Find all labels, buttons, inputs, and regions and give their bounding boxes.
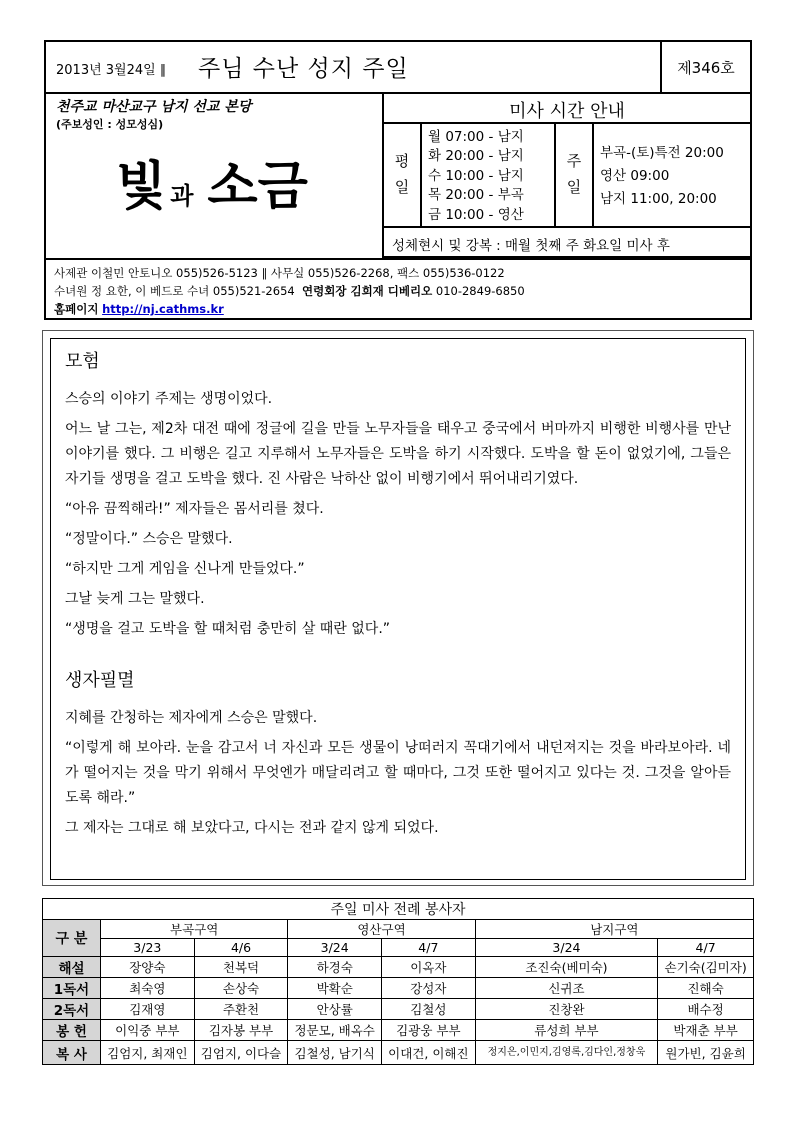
- bulletin-logo: [116, 144, 308, 219]
- table-cell: 진창완: [475, 999, 658, 1020]
- logo-word-light: 빛: [116, 157, 167, 217]
- logo-word-salt: 소금: [207, 157, 308, 217]
- date-header: 3/24: [475, 939, 658, 957]
- convent-contact: 수녀원 정 요한, 이 베드로 수녀 055)521-2654: [54, 284, 295, 298]
- mass-schedule-title: 미사 시간 안내: [384, 94, 750, 124]
- weekday-mass-item: 수 10:00 - 남지: [428, 167, 524, 184]
- weekday-label: [384, 124, 422, 226]
- table-row: [43, 1020, 754, 1041]
- district-header: 영산구역: [288, 920, 475, 939]
- table-cell: 안상률: [288, 999, 382, 1020]
- page-title: 주님 수난 성지 주일: [198, 56, 409, 82]
- homepage-line: [54, 300, 742, 318]
- parish-name: 천주교 마산교구 남지 선교 본당: [56, 99, 252, 115]
- table-cell: 김재영: [101, 999, 195, 1020]
- table-cell: 정지은,이민지,김영록,김다인,정창욱: [475, 1041, 658, 1065]
- issue-date: [56, 59, 166, 78]
- table-cell: 박확순: [288, 978, 382, 999]
- article: [50, 338, 746, 880]
- table-cell: 최숙영: [101, 978, 195, 999]
- article-heading: 생자필멸: [65, 670, 135, 691]
- date-header: 3/23: [101, 939, 195, 957]
- table-cell: 박재춘 부부: [658, 1020, 754, 1041]
- article-paragraph: 그날 늦게 그는 말했다.: [65, 591, 205, 607]
- article-paragraph: 어느 날 그는, 제2차 대전 때에 정글에 길을 만들 노무자들을 태우고 중국에서 버마까지 비행한 비행사를 만난 이야기를 했다. 그 비행은 길고 지루해서 노무자들은 도박을 하기 시작했다. 도박을 할 돈이 없었기에, 그들은 자기들 생명을 걸고 도박을 했다. 진 사람은 낙하산 없이 비행기에서 뛰어내리기였다.: [65, 421, 731, 487]
- table-row: [43, 1041, 754, 1065]
- table-cell: 이익중 부부: [101, 1020, 195, 1041]
- article-paragraph: 그 제자는 그대로 해 보았다고, 다시는 전과 같지 않게 되었다.: [65, 820, 439, 836]
- date-header: 4/6: [194, 939, 288, 957]
- date-header: 4/7: [658, 939, 754, 957]
- date-text: 2013년 3월24일: [56, 63, 156, 78]
- district-header: 남지구역: [475, 920, 753, 939]
- table-cell: 이옥자: [382, 957, 476, 978]
- role-label: 1독서: [43, 978, 101, 999]
- table-cell: 김철성: [382, 999, 476, 1020]
- table-cell: 천복덕: [194, 957, 288, 978]
- table-cell: 정문모, 배옥수: [288, 1020, 382, 1041]
- table-cell: 김엄지, 최재인: [101, 1041, 195, 1065]
- sunday-mass-list: [600, 142, 724, 211]
- patron-saint: (주보성인 : 성모성심): [56, 118, 164, 131]
- district-header: 부곡구역: [101, 920, 288, 939]
- article-paragraph: “아유 끔찍해라!” 제자들은 몸서리를 쳤다.: [65, 501, 324, 517]
- weekday-mass-list: [428, 128, 524, 225]
- table-cell: 김자봉 부부: [194, 1020, 288, 1041]
- table-cell: 하경숙: [288, 957, 382, 978]
- date-header: 3/24: [288, 939, 382, 957]
- table-row: [43, 957, 754, 978]
- adoration-notice: 성체현시 및 강복 : 매월 첫째 주 화요일 미사 후: [384, 228, 750, 258]
- table-cell: 김광웅 부부: [382, 1020, 476, 1041]
- funeral-society-contact: 연령회장 김희재 디베리오: [302, 284, 433, 298]
- funeral-society-phone: 010-2849-6850: [435, 284, 525, 298]
- weekday-mass-item: 목 20:00 - 부곡: [428, 187, 524, 204]
- article-paragraph: 스승의 이야기 주제는 생명이었다.: [65, 391, 273, 407]
- bulletin-header: [44, 40, 752, 320]
- category-header: 구 분: [43, 920, 101, 957]
- weekday-label-char: 일: [394, 178, 410, 196]
- table-cell: 김엄지, 이다슬: [194, 1041, 288, 1065]
- article-paragraph: “하지만 그게 게임을 신나게 만들었다.”: [65, 561, 305, 577]
- issue-box: [660, 42, 750, 92]
- date-separator: ∥: [159, 63, 167, 78]
- role-label: 해설: [43, 957, 101, 978]
- article-paragraph: “이렇게 해 보아라. 눈을 감고서 너 자신과 모든 생물이 낭떠러지 꼭대기에서 내던져지는 것을 바라보아라. 네가 떨어지는 것을 막기 위해서 무엇엔가 매달리려고 할 때마다, 그것 또한 떨어지고 있다는 것. 그것을 알아듣도록 해라.”: [65, 740, 731, 806]
- sunday-mass-item: 남지 11:00, 20:00: [600, 191, 717, 207]
- table-cell: 배수정: [658, 999, 754, 1020]
- weekday-mass-item: 금 10:00 - 영산: [428, 206, 524, 223]
- role-label: 봉 헌: [43, 1020, 101, 1041]
- sunday-label: [554, 124, 594, 226]
- weekday-mass-item: 월 07:00 - 남지: [428, 129, 524, 145]
- table-title: 주일 미사 전례 봉사자: [43, 899, 754, 920]
- title-row: [46, 42, 750, 94]
- table-cell: 조진숙(베미숙): [475, 957, 658, 978]
- contact-info: [46, 258, 750, 318]
- role-label: 복 사: [43, 1041, 101, 1065]
- article-paragraph: “생명을 걸고 도박을 할 때처럼 충만히 살 때란 없다.”: [65, 621, 391, 637]
- masthead: [46, 94, 384, 258]
- table-cell: 손기숙(김미자): [658, 957, 754, 978]
- sunday-mass-item: 부곡-(토)특전 20:00: [600, 145, 724, 161]
- contact-line: 사제관 이철민 안토니오 055)526-5123 ∥ 사무실 055)526-2268, 팩스 055)536-0122: [54, 266, 505, 280]
- table-cell: 신귀조: [475, 978, 658, 999]
- table-cell: 손상숙: [194, 978, 288, 999]
- date-header: 4/7: [382, 939, 476, 957]
- homepage-link[interactable]: http://nj.cathms.kr: [102, 302, 224, 316]
- article-heading: 모험: [65, 351, 100, 372]
- table-cell: 류성희 부부: [475, 1020, 658, 1041]
- table-cell: 주환천: [194, 999, 288, 1020]
- table-cell: 진해숙: [658, 978, 754, 999]
- table-row: [43, 999, 754, 1020]
- sunday-mass-item: 영산 09:00: [600, 168, 670, 184]
- table-cell: 이대건, 이해진: [382, 1041, 476, 1065]
- table-cell: 원가빈, 김윤희: [658, 1041, 754, 1065]
- homepage-label: 홈페이지: [54, 302, 99, 316]
- liturgy-servers-table: [42, 898, 754, 1065]
- article-paragraph: 지혜를 간청하는 제자에게 스승은 말했다.: [65, 710, 318, 726]
- weekday-label-char: 평: [394, 152, 410, 170]
- contact-line: [54, 282, 742, 300]
- mass-schedule: [384, 124, 750, 228]
- sunday-label-char: 일: [566, 178, 582, 196]
- table-row: [43, 978, 754, 999]
- article-paragraph: “정말이다.” 스승은 말했다.: [65, 531, 233, 547]
- table-cell: 장양숙: [101, 957, 195, 978]
- role-label: 2독서: [43, 999, 101, 1020]
- table-cell: 김철성, 남기식: [288, 1041, 382, 1065]
- weekday-mass-item: 화 20:00 - 남지: [428, 148, 524, 165]
- issue-number: 제346호: [677, 59, 735, 77]
- logo-word-and: 과: [170, 182, 194, 210]
- sunday-label-char: 주: [566, 152, 582, 170]
- table-cell: 강성자: [382, 978, 476, 999]
